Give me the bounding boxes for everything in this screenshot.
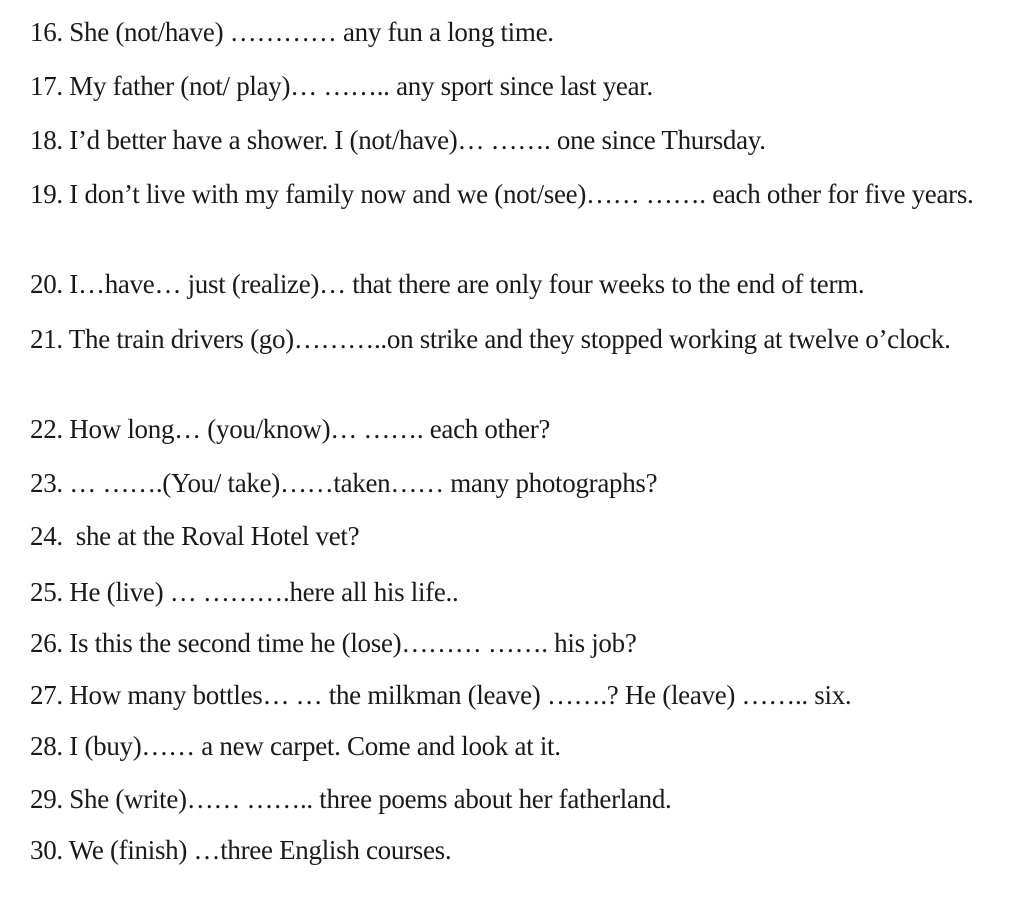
exercise-item-29: 29. She (write)…… …….. three poems about her fatherland. [30,784,672,814]
exercise-item-17: 17. My father (not/ play)… …….. any sport since last year. [30,71,653,101]
exercise-item-20: 20. I…have… just (realize)… that there are only four weeks to the end of term. [30,269,865,299]
exercise-item-18: 18. I’d better have a shower. I (not/have)… ……. one since Thursday. [30,125,766,155]
exercise-item-30: 30. We (finish) …three English courses. [30,835,452,865]
exercise-item-26: 26. Is this the second time he (lose)……… ……. his job? [30,628,637,658]
exercise-item-24: 24. she at the Roval Hotel vet? [30,521,360,551]
exercise-item-25: 25. He (live) … ……….here all his life.. [30,577,459,607]
exercise-item-23: 23. … …….(You/ take)……taken…… many photographs? [30,468,658,498]
exercise-item-27: 27. How many bottles… … the milkman (leave) …….? He (leave) …….. six. [30,680,852,710]
exercise-item-19: 19. I don’t live with my family now and we (not/see)…… ……. each other for five years. [30,179,974,209]
exercise-item-28: 28. I (buy)…… a new carpet. Come and look at it. [30,731,561,761]
exercise-item-21: 21. The train drivers (go)………..on strike and they stopped working at twelve o’clock. [30,324,951,354]
exercise-item-16: 16. She (not/have) ………… any fun a long time. [30,17,554,47]
exercise-item-22: 22. How long… (you/know)… ……. each other? [30,414,551,444]
